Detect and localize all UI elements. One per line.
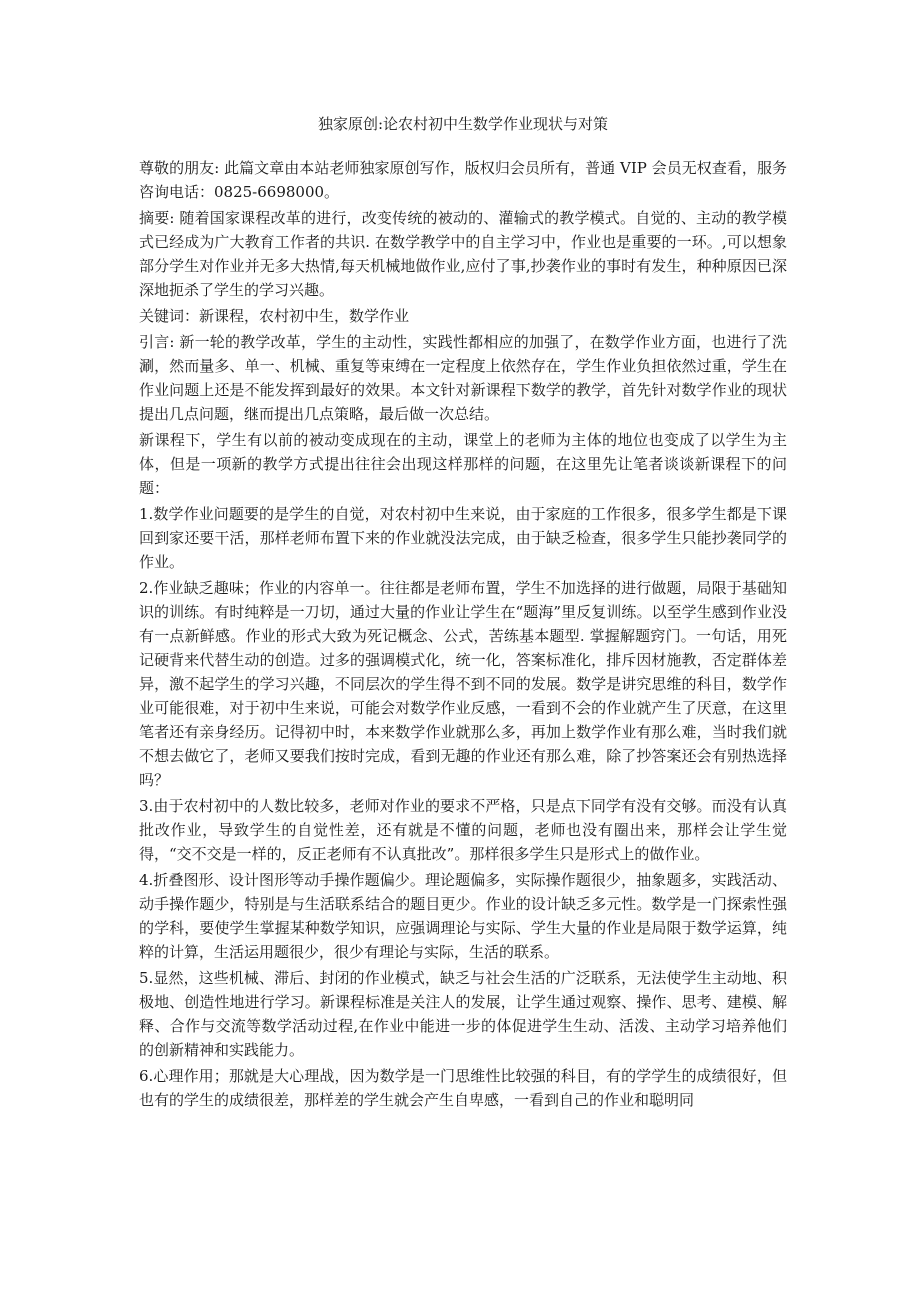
document-body — [139, 156, 787, 1112]
document-title: 独家原创:论农村初中生数学作业现状与对策 — [317, 115, 609, 133]
problem-item-4: 4.折叠图形、设计图形等动手操作题偏少。理论题偏多，实际操作题很少，抽象题多，实践活动、动手操作题少，特别是与生活联系结合的题目更少。作业的设计缺乏多元性。数学是一门探索性强的学科，要使学生掌握某种数学知识，应强调理论与实际、学生大量的作业是局限于数学运算，纯粹的计算，生活运用题很少，很少有理论与实际，生活的联系。 — [139, 871, 787, 961]
introduction-paragraph: 引言: 新一轮的教学改革，学生的主动性，实践性都相应的加强了，在数学作业方面，也进行了洗涮，然而量多、单一、机械、重复等束缚在一定程度上依然存在，学生作业负担依然过重，学生在作业问题上还是不能发挥到最好的效果。本文针对新课程下数学的教学，首先针对数学作业的现状提出几点问题，继而提出几点策略，最后做一次总结。 — [139, 333, 787, 423]
problem-item-5: 5.显然，这些机械、滞后、封闭的作业模式，缺乏与社会生活的广泛联系，无法使学生主动地、积极地、创造性地进行学习。新课程标准是关注人的发展，让学生通过观察、操作、思考、建模、解释、合作与交流等数学活动过程,在作业中能进一步的体促进学生生动、活泼、主动学习培养他们的创新精神和实践能力。 — [139, 969, 787, 1059]
problem-item-2: 2.作业缺乏趣味；作业的内容单一。往往都是老师布置，学生不加选择的进行做题，局限于基础知识的训练。有时纯粹是一刀切，通过大量的作业让学生在“题海”里反复训练。以至学生感到作业没有一点新鲜感。作业的形式大致为死记概念、公式，苦练基本题型. 掌握解题窍门。一句话，用死记硬背来代替生动的创造。过多的强调模式化，统一化，答案标准化，排斥因材施教，否定群体差异，激不起学生的学习兴趣，不同层次的学生得不到不同的发展。数学是讲究思维的科目，数学作业可能很难，对于初中生来说，可能会对数学作业反感，一看到不会的作业就产生了厌意，在这里笔者还有亲身经历。记得初中时，本来数学作业就那么多，再加上数学作业有那么难，当时我们就不想去做它了，老师又要我们按时完成，看到无趣的作业还有那么难，除了抄答案还会有别热选择吗？ — [139, 579, 787, 789]
document-page — [139, 112, 787, 1114]
problem-item-3: 3.由于农村初中的人数比较多，老师对作业的要求不严格，只是点下同学有没有交够。而没有认真批改作业，导致学生的自觉性差，还有就是不懂的问题，老师也没有圈出来，那样会让学生觉得，“交不交是一样的，反正老师有不认真批改”。那样很多学生只是形式上的做作业。 — [139, 797, 787, 863]
problem-item-1: 1.数学作业问题要的是学生的自觉，对农村初中生来说，由于家庭的工作很多，很多学生都是下课回到家还要干活，那样老师布置下来的作业就没法完成，由于缺乏检查，很多学生只能抄袭同学的作业。 — [139, 505, 787, 571]
problem-item-6: 6.心理作用；那就是大心理战，因为数学是一门思维性比较强的科目，有的学学生的成绩很好，但也有的学生的成绩很差，那样差的学生就会产生自卑感，一看到自己的作业和聪明同 — [139, 1067, 787, 1109]
keywords-paragraph: 关键词：新课程，农村初中生，数学作业 — [139, 307, 410, 325]
copyright-notice: 尊敬的朋友: 此篇文章由本站老师独家原创写作，版权归会员所有，普通 VIP 会员无权查看，服务咨询电话：0825-6698000。 — [139, 159, 787, 201]
body-paragraph: 新课程下，学生有以前的被动变成现在的主动，课堂上的老师为主体的地位也变成了以学生为主体，但是一项新的教学方式提出往往会出现这样那样的问题，在这里先让笔者谈谈新课程下的问题： — [139, 431, 787, 497]
abstract-paragraph: 摘要: 随着国家课程改革的进行，改变传统的被动的、灌输式的教学模式。自觉的、主动的教学模式已经成为广大教育工作者的共识. 在数学教学中的自主学习中，作业也是重要的一环。,可以想象部分学生对作业并无多大热情,每天机械地做作业,应付了事,抄袭作业的事时有发生，种种原因已深深地扼杀了学生的学习兴趣。 — [139, 209, 787, 299]
